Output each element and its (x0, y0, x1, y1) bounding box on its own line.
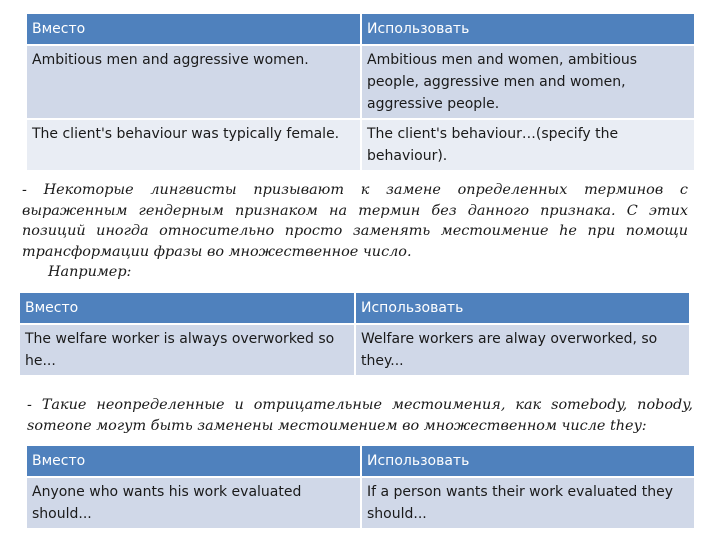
table-header-row (27, 446, 694, 476)
header-use: Использовать (362, 14, 694, 44)
table-header-row (27, 14, 694, 44)
cell-use: If a person wants their work evaluated they should... (362, 478, 694, 528)
cell-instead: The client's behaviour was typically female. (27, 120, 360, 170)
table-row (27, 478, 694, 528)
header-use: Использовать (362, 446, 694, 476)
header-use: Использовать (356, 293, 689, 323)
header-instead: Вместо (27, 446, 360, 476)
table-header-row (20, 293, 689, 323)
cell-use: Welfare workers are alway overworked, so they... (356, 325, 689, 375)
cell-instead: The welfare worker is always overworked so he... (20, 325, 354, 375)
table-row (20, 325, 689, 375)
paragraph-1 (22, 180, 688, 283)
cell-instead: Ambitious men and aggressive women. (27, 46, 360, 118)
cell-instead: Anyone who wants his work evaluated should... (27, 478, 360, 528)
table-row (27, 120, 694, 170)
table-3 (25, 444, 696, 530)
header-instead: Вместо (27, 14, 360, 44)
table-row (27, 46, 694, 118)
table-2 (18, 291, 691, 377)
header-instead: Вместо (20, 293, 354, 323)
paragraph-2 (27, 395, 693, 436)
table-1 (25, 12, 696, 172)
example-label: Например: (48, 264, 132, 280)
paragraph-1-text: - Некоторые лингвисты призывают к замене определенных терминов с выраженным гендерным признаком на термин без данного признака. С этих позиций иногда относительно просто заменять местоимение he при помощи трансформации фразы во множественное число. (22, 182, 688, 260)
cell-use: Ambitious men and women, ambitious people, aggressive men and women, aggressive people. (362, 46, 694, 118)
paragraph-2-text: - Такие неопределенные и отрицательные местоимения, как somebody, nobody, someone могут быть заменены местоимением во множественном числе they: (27, 397, 693, 434)
cell-use: The client's behaviour…(specify the behaviour). (362, 120, 694, 170)
